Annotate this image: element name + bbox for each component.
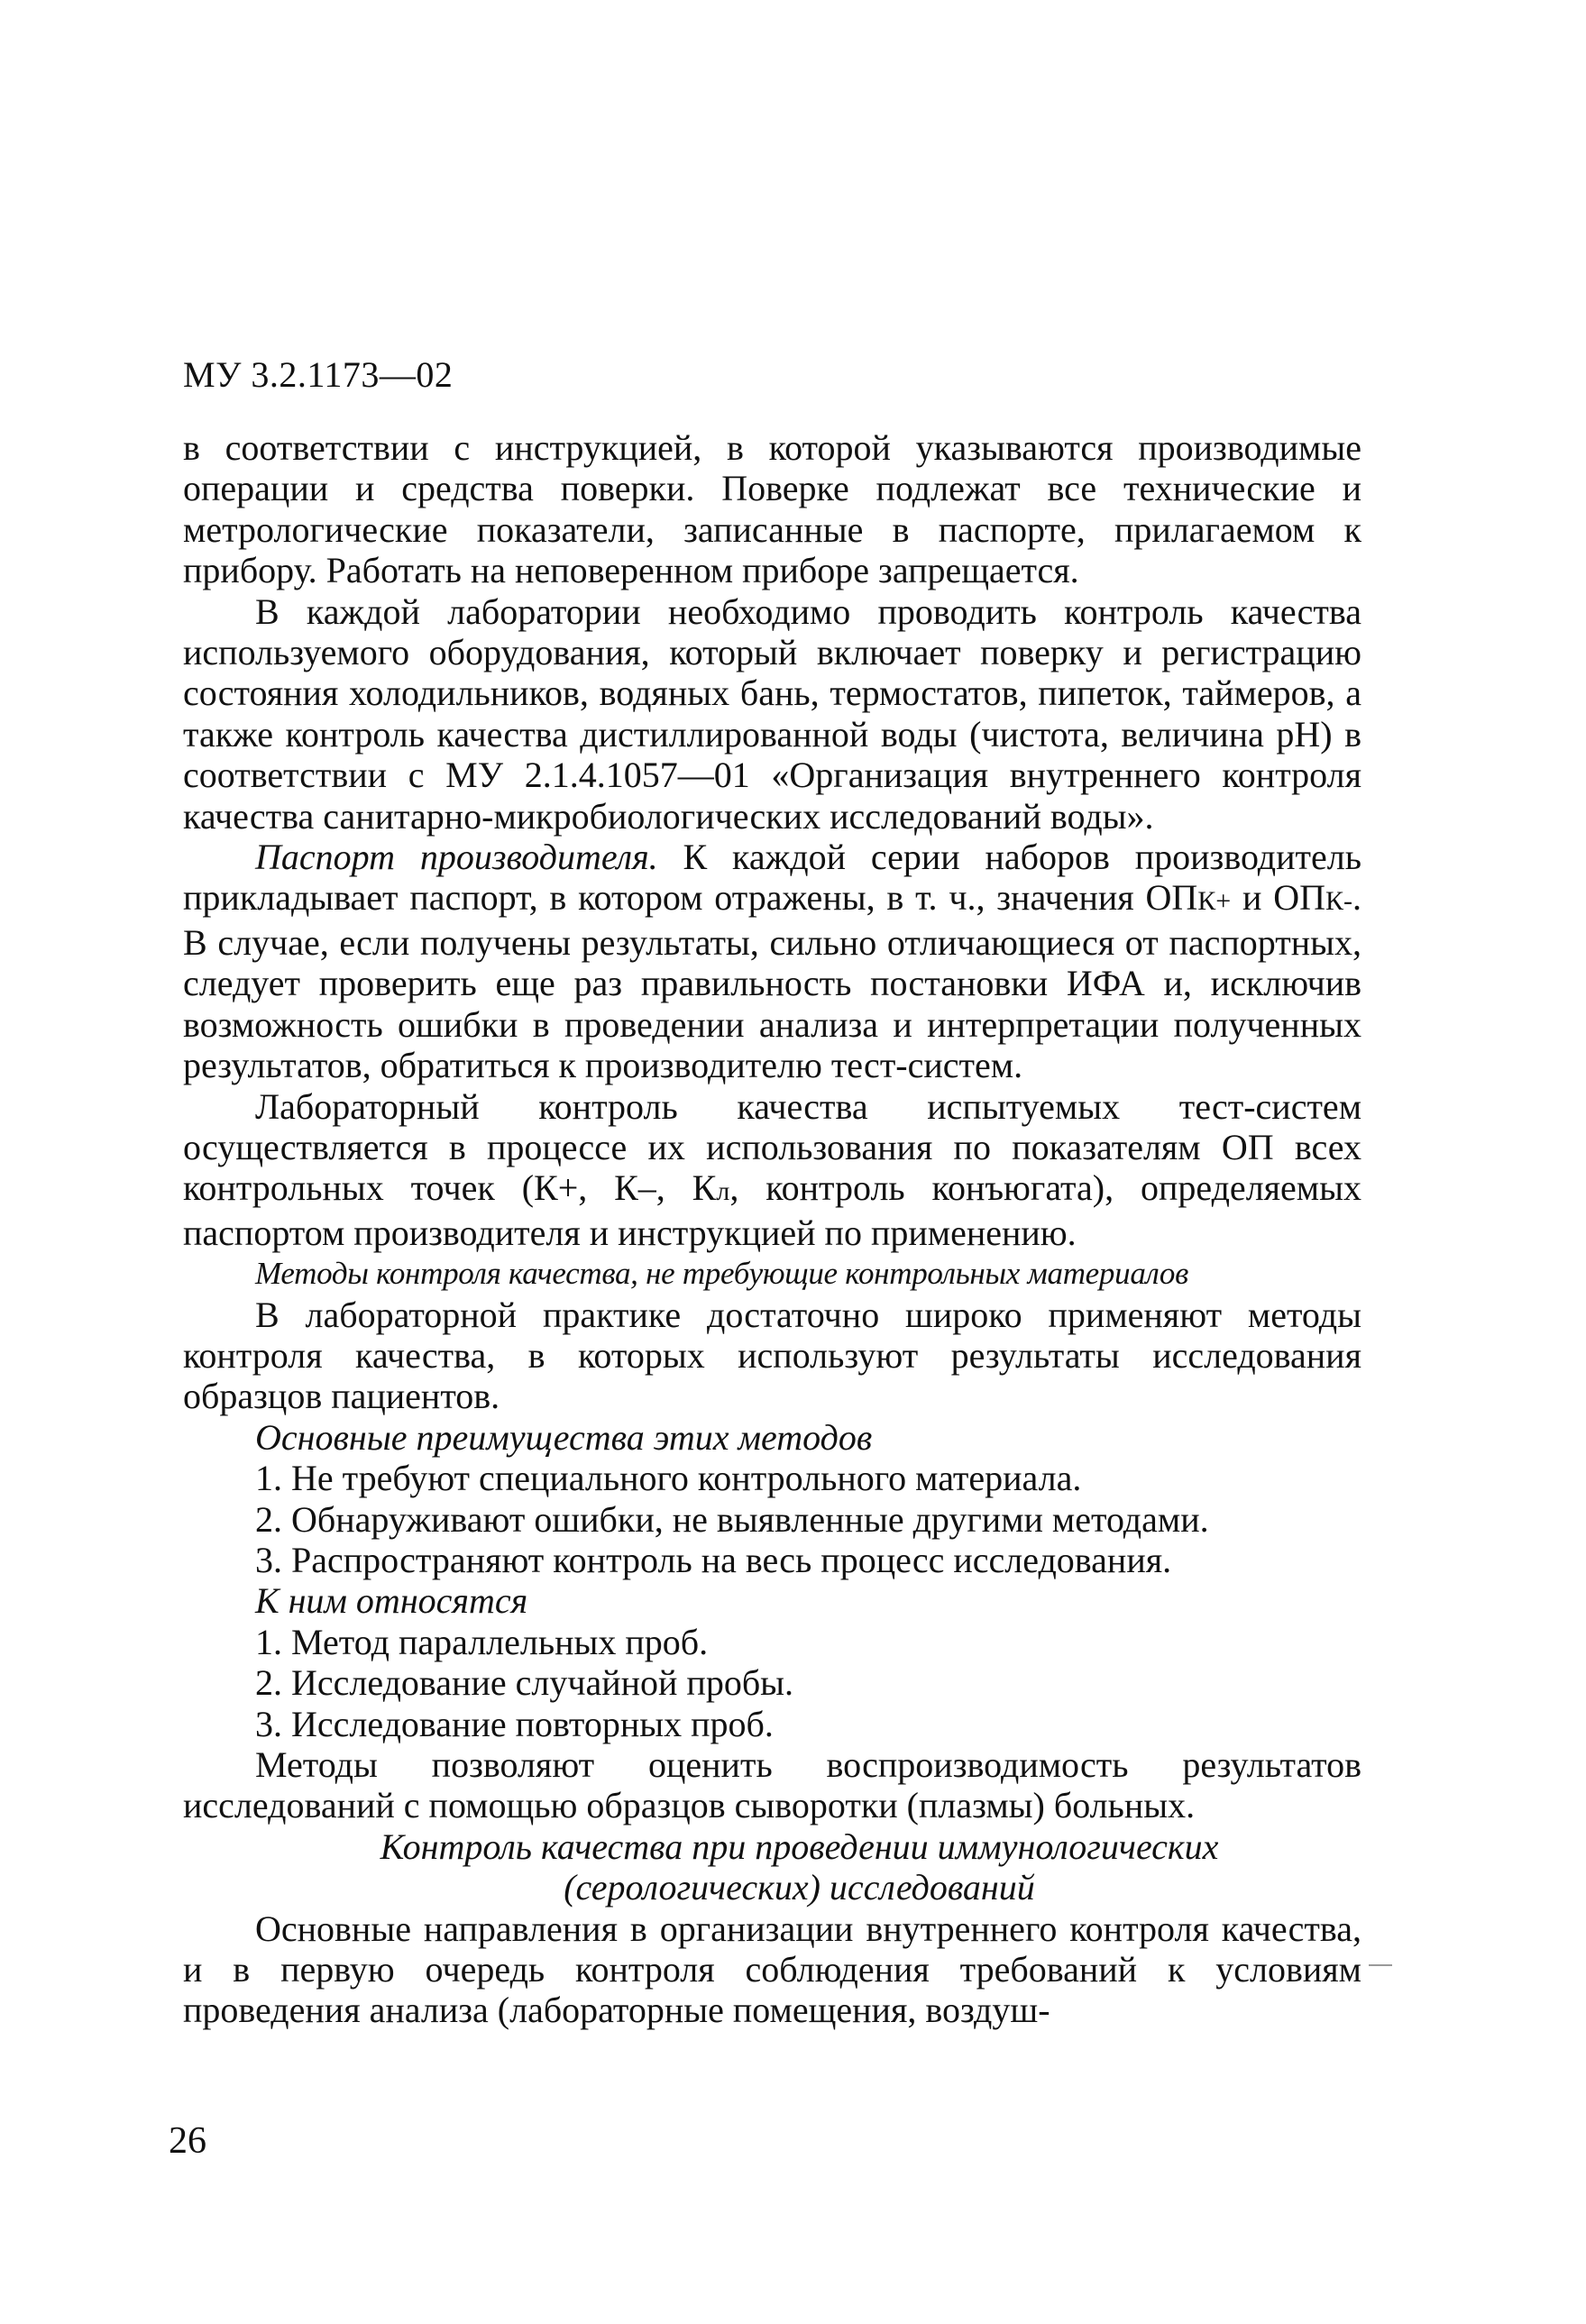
- paragraph-equipment-control: В каждой лаборатории необходимо проводить контроль качества используемого оборудования, который включает поверку и регистрацию состояния холодильников, водяных бань, термостатов, пипеток, таймеров, а также контроль качества дистиллированной воды (чистота, величина pH) в соответствии с МУ 2.1.4.1057—01 «Организация внутреннего контроля качества санитарно-микробиологических исследований воды».: [183, 590, 1361, 837]
- paragraph-equipment-verification: в соответствии с инструкцией, в которой указываются производимые операции и средства поверки. Поверке подлежат все технические и метрологические показатели, записанные в паспорте, прилагаемом к прибору. Работать на неповеренном приборе запрещается.: [183, 427, 1361, 591]
- margin-dash-mark: [1369, 1964, 1392, 1966]
- op-k-minus-subscript: К-: [1325, 886, 1352, 917]
- page-number: 26: [169, 2120, 206, 2162]
- heading-main-advantages: Основные преимущества этих методов: [255, 1416, 873, 1458]
- manufacturer-passport-term: Паспорт производителя.: [255, 837, 658, 878]
- list-item-advantage: 2. Обнаруживают ошибки, не выявленные другими методами.: [255, 1498, 1209, 1540]
- heading-methods-without-materials: Методы контроля качества, не требующие контрольных материалов: [255, 1256, 1188, 1292]
- body-text: [183, 427, 1361, 2031]
- passport-text-b: и ОП: [1231, 877, 1325, 919]
- list-item-advantage: 1. Не требуют специального контрольного материала.: [255, 1458, 1082, 1499]
- section-heading-line-2: (серологических) исследований: [564, 1867, 1035, 1908]
- paragraph-lab-quality-control: [183, 1086, 1361, 1254]
- list-item-method: 1. Метод параллельных проб.: [255, 1621, 709, 1662]
- section-heading-line-1: Контроль качества при проведении иммунологических: [380, 1825, 1219, 1867]
- paragraph-manufacturer-passport: [183, 837, 1361, 1085]
- paragraph-reproducibility: Методы позволяют оценить воспроизводимость результатов исследований с помощью образцов сыворотки (плазмы) больных.: [183, 1744, 1361, 1826]
- op-k-plus-subscript: К+: [1197, 886, 1232, 917]
- passport-text-a: К каждой серии наборов производитель прикладывает паспорт, в котором отражены, в т. ч., значения ОП: [183, 837, 1361, 919]
- paragraph-main-directions: Основные направления в организации внутреннего контроля качества, и в первую очередь контроля соблюдения требований к условиям проведения анализа (лабораторные помещения, воздуш-: [183, 1908, 1361, 2031]
- heading-methods-include: К ним относятся: [255, 1580, 528, 1622]
- list-item-advantage: 3. Распространяют контроль на весь процесс исследования.: [255, 1539, 1172, 1580]
- kl-subscript: л: [716, 1176, 730, 1207]
- document-code-header: МУ 3.2.1173—02: [183, 354, 454, 395]
- list-item-method: 2. Исследование случайной пробы.: [255, 1662, 794, 1704]
- lab-control-text-a: Лабораторный контроль качества испытуемых тест-систем осуществляется в процессе их использования по показателям ОП всех контрольных точек (К+, К–, К: [183, 1085, 1361, 1209]
- paragraph-lab-practice: В лабораторной практике достаточно широко применяют методы контроля качества, в которых используют результаты исследования образцов пациентов.: [183, 1294, 1361, 1417]
- passport-text-c: . В случае, если получены результаты, сильно отличающиеся от паспортных, следует проверить еще раз правильность постановки ИФА и, исключив возможность ошибки в проведении анализа и интерпретации полученных результатов, обратиться к производителю тест-систем.: [183, 877, 1361, 1086]
- list-item-method: 3. Исследование повторных проб.: [255, 1703, 774, 1744]
- lab-control-text-b: , контроль конъюгата), определяемых паспортом производителя и инструкцией по применению.: [183, 1167, 1361, 1253]
